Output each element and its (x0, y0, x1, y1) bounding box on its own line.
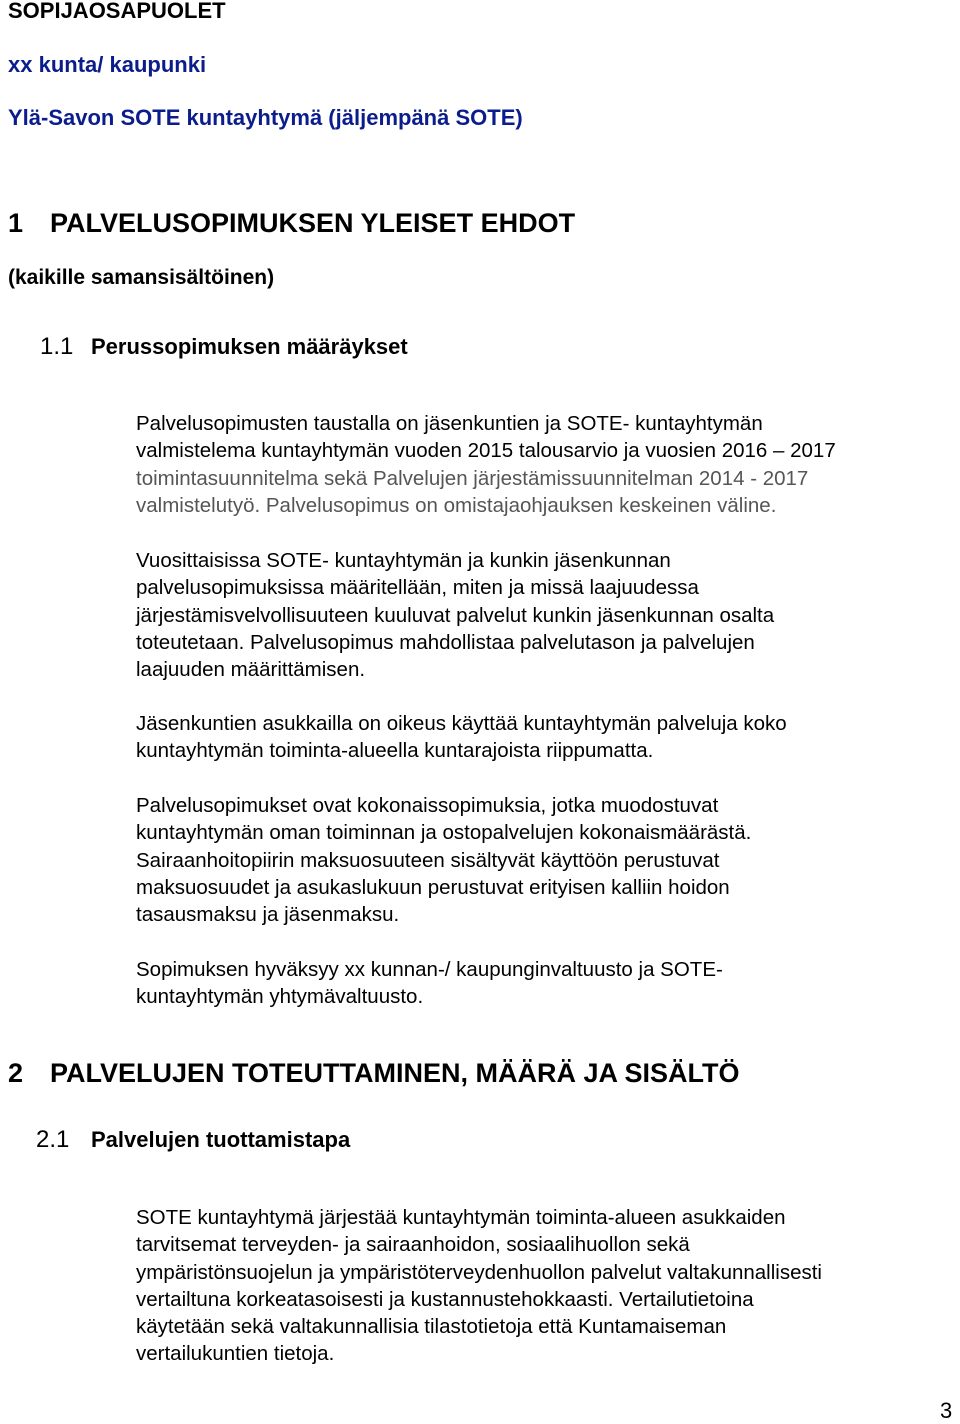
document-title: SOPIJAOSAPUOLET (8, 0, 226, 23)
paragraph-line: valmistelema kuntayhtymän vuoden 2015 talousarvio ja vuosien 2016 – 2017 (136, 439, 836, 463)
paragraph-line: kuntayhtymän yhtymävaltuusto. (136, 985, 424, 1009)
section1-title: PALVELUSOPIMUKSEN YLEISET EHDOT (50, 208, 576, 238)
paragraph-line: kuntayhtymän oman toiminnan ja ostopalvelujen kokonaismäärästä. (136, 821, 752, 845)
paragraph-line: Sopimuksen hyväksyy xx kunnan-/ kaupunginvaltuusto ja SOTE- (136, 958, 723, 981)
paragraph-line: toimintasuunnitelma sekä Palvelujen järjestämissuunnitelman 2014 - 2017 (136, 466, 809, 490)
paragraph-line: kuntayhtymän toiminta-alueella kuntarajoista riippumatta. (136, 739, 654, 763)
paragraph-line: Sairaanhoitopiirin maksuosuuteen sisältyvät käyttöön perustuvat (136, 848, 720, 872)
paragraph-line: Palvelusopimusten taustalla on jäsenkuntien ja SOTE- kuntayhtymän (136, 412, 763, 435)
section1-number: 1 (8, 208, 24, 238)
paragraph-line: tarvitsemat terveyden- ja sairaanhoidon, sosiaalihuollon sekä (136, 1233, 690, 1257)
page-number: 3 (940, 1398, 953, 1423)
paragraph-line: käytetään sekä valtakunnallisia tilastotietoja että Kuntamaiseman (136, 1315, 727, 1339)
paragraph-line: vertailukuntien tietoja. (136, 1342, 335, 1366)
subsection-2-1-title: Palvelujen tuottamistapa (91, 1127, 351, 1152)
party-sote: Ylä-Savon SOTE kuntayhtymä (jäljempänä SOTE) (8, 105, 523, 130)
paragraph-line: maksuosuudet ja asukaslukuun perustuvat erityisen kalliin hoidon (136, 875, 730, 899)
paragraph-section2 (136, 1204, 822, 1368)
section2-title: PALVELUJEN TOTEUTTAMINEN, MÄÄRÄ JA SISÄLTÖ (50, 1058, 740, 1088)
paragraph-line: Vuosittaisissa SOTE- kuntayhtymän ja kunkin jäsenkunnan (136, 549, 671, 572)
subsection-2-1-number: 2.1 (36, 1126, 70, 1153)
paragraph-line: Palvelusopimukset ovat kokonaissopimuksia, jotka muodostuvat (136, 794, 719, 817)
section1-subtitle: (kaikille samansisältöinen) (8, 266, 275, 289)
paragraph-line: valmistelutyö. Palvelusopimus on omistajaohjauksen keskeinen väline. (136, 493, 777, 517)
paragraph-line: järjestämisvelvollisuuteen kuuluvat palvelut kunkin jäsenkunnan osalta (136, 603, 775, 627)
section2-number: 2 (8, 1058, 24, 1088)
paragraph-line: laajuuden määrittämisen. (136, 658, 366, 682)
paragraph-3 (136, 710, 787, 765)
paragraph-line: tasausmaksu ja jäsenmaksu. (136, 903, 400, 927)
paragraph-line: palvelusopimuksissa määritellään, miten ja missä laajuudessa (136, 576, 699, 600)
paragraph-4 (136, 792, 751, 928)
paragraph-line: Jäsenkuntien asukkailla on oikeus käyttää kuntayhtymän palveluja koko (136, 712, 787, 735)
paragraph-1 (136, 410, 836, 519)
paragraph-line: toteutetaan. Palvelusopimus mahdollistaa palvelutason ja palvelujen (136, 630, 755, 654)
paragraph-2 (136, 547, 774, 683)
subsection-1-1-title: Perussopimuksen määräykset (91, 334, 408, 359)
party-municipality: xx kunta/ kaupunki (8, 52, 207, 77)
paragraph-line: vertailtuna korkeatasoisesti ja kustannustehokkaasti. Vertailutietoina (136, 1287, 754, 1311)
paragraph-line: SOTE kuntayhtymä järjestää kuntayhtymän toiminta-alueen asukkaiden (136, 1206, 786, 1229)
paragraph-line: ympäristönsuojelun ja ympäristöterveydenhuollon palvelut valtakunnallisesti (136, 1260, 822, 1284)
paragraph-5 (136, 956, 723, 1011)
subsection-1-1-number: 1.1 (40, 333, 74, 360)
